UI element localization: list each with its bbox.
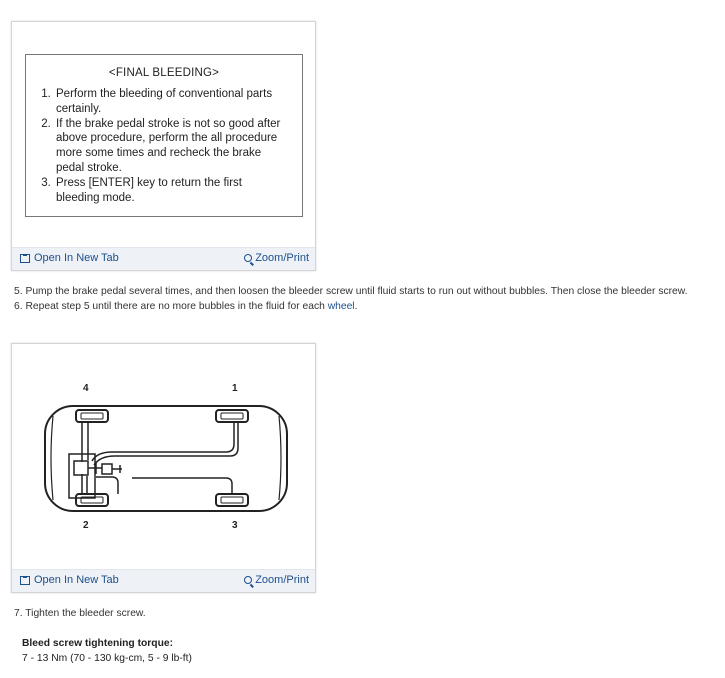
wheel-label-3: 3 <box>232 520 238 531</box>
zoom-print-label: Zoom/Print <box>255 574 309 586</box>
step-6-end: . <box>354 301 358 312</box>
zoom-print-label: Zoom/Print <box>255 252 309 264</box>
final-bleeding-item: 3. Press [ENTER] key to return the first bleeding mode. <box>54 176 284 206</box>
step-7: 7. Tighten the bleeder screw. <box>14 608 146 619</box>
zoom-print-link[interactable] <box>244 252 309 264</box>
brake-line-diagram <box>12 344 315 569</box>
step-6-text: 6. Repeat step 5 until there are no more bubbles in the fluid for each <box>14 301 328 312</box>
magnifier-icon <box>244 254 252 262</box>
torque-value: 7 - 13 Nm (70 - 130 kg-cm, 5 - 9 lb-ft) <box>22 653 192 664</box>
final-bleeding-title: <FINAL BLEEDING> <box>108 67 220 79</box>
figure-footer <box>12 247 315 270</box>
final-bleeding-item: 2. If the brake pedal stroke is not so good after above procedure, perform the all procedure more some times and recheck the brake pedal stroke. <box>54 117 284 176</box>
brake-line-front-left <box>82 474 87 494</box>
torque-label: Bleed screw tightening torque: <box>22 638 174 649</box>
final-bleeding-list <box>26 87 284 205</box>
wheel-order-figure <box>11 343 316 593</box>
open-new-tab-link[interactable] <box>20 574 119 586</box>
wheel-label-2: 2 <box>83 520 89 531</box>
final-bleeding-figure <box>11 21 316 271</box>
brake-line-rear-left <box>82 422 88 462</box>
wheel-label-4: 4 <box>83 383 89 394</box>
final-bleeding-panel <box>25 54 303 217</box>
wheel-label-1: 1 <box>232 383 238 394</box>
open-new-tab-link[interactable] <box>20 252 119 264</box>
step-6 <box>14 301 357 312</box>
magnifier-icon <box>244 576 252 584</box>
brake-line-rear-right <box>132 478 232 494</box>
brake-line-front-right <box>92 422 234 461</box>
figure-footer <box>12 569 315 592</box>
step-5: 5. Pump the brake pedal several times, and then loosen the bleeder screw until fluid starts to run out without bubbles. Then close the bleeder screw. <box>14 286 688 297</box>
open-new-tab-label: Open In New Tab <box>34 252 119 264</box>
car-rear-line <box>51 416 53 500</box>
new-tab-icon <box>20 254 30 263</box>
open-new-tab-label: Open In New Tab <box>34 574 119 586</box>
car-front-line <box>279 416 281 500</box>
new-tab-icon <box>20 576 30 585</box>
final-bleeding-item: 1. Perform the bleeding of conventional parts certainly. <box>54 87 284 117</box>
wheel-link[interactable]: wheel <box>327 301 355 312</box>
zoom-print-link[interactable] <box>244 574 309 586</box>
